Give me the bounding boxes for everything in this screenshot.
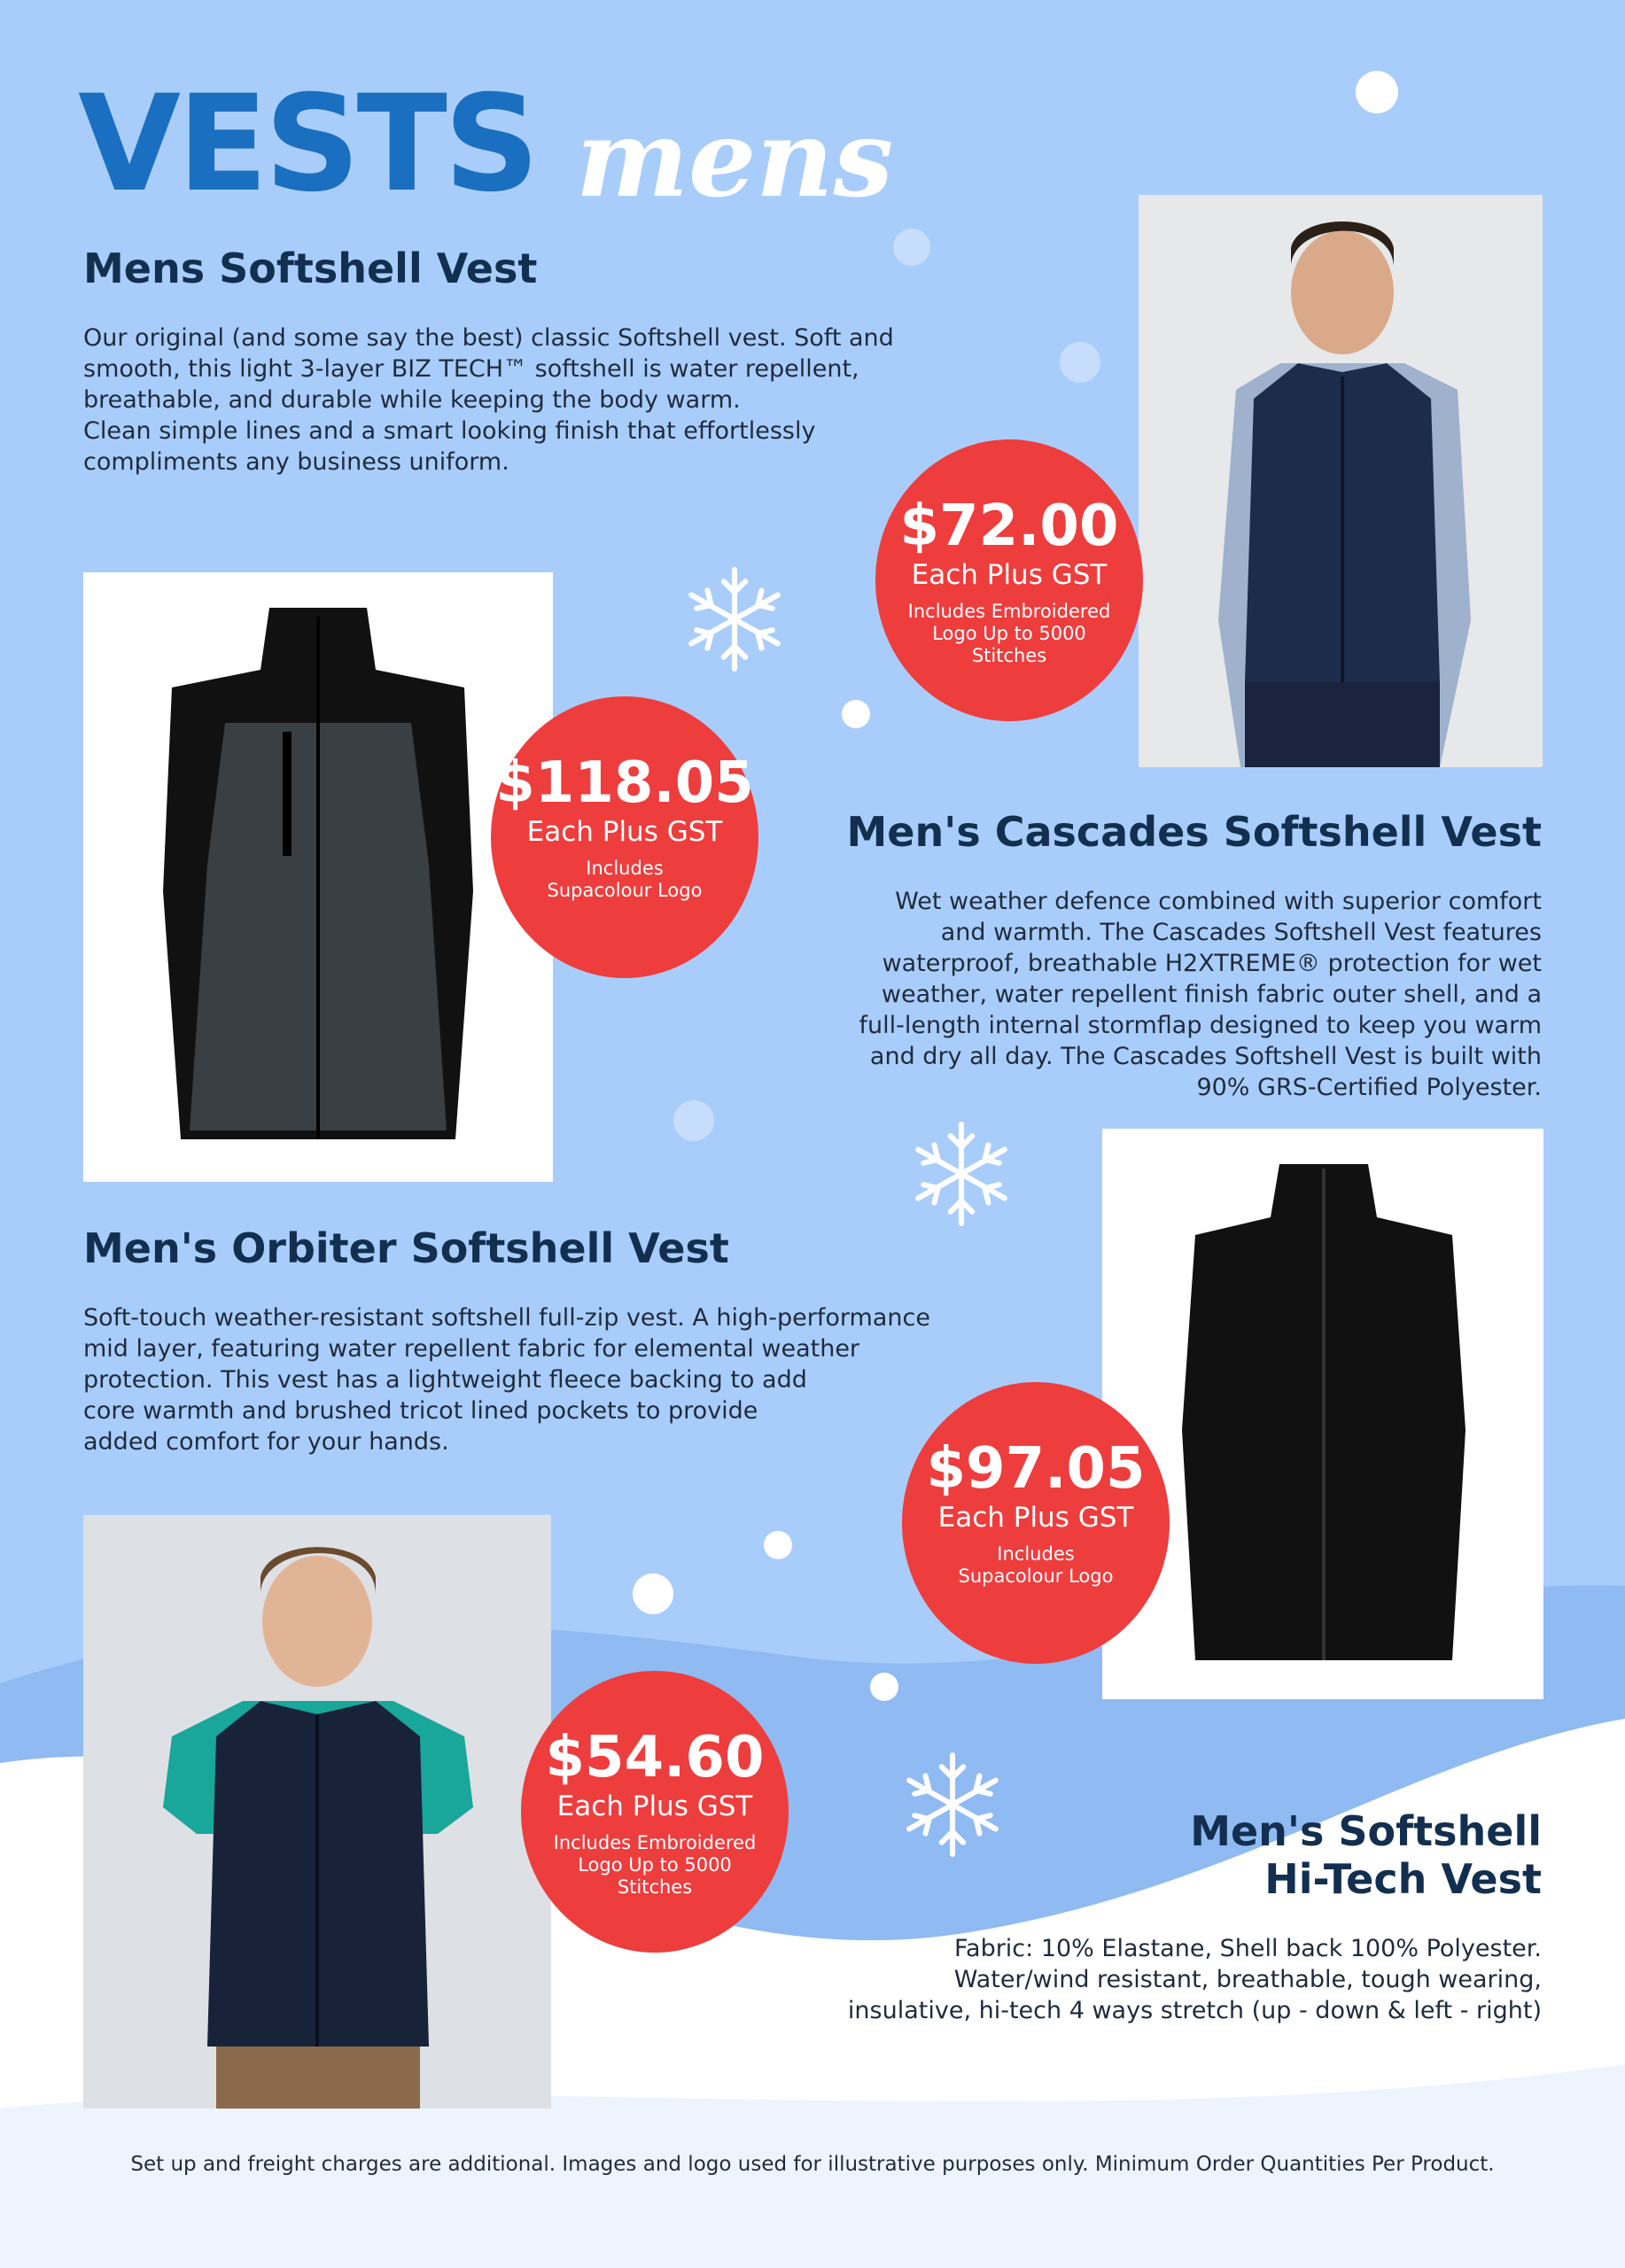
footer-disclaimer: Set up and freight charges are additional. Images and logo used for illustrative purposes only. Minimum Order Quantities Per Product. [130,2153,1495,2176]
price-gst-label: Each Plus GST [526,816,723,848]
product-description: Soft-touch weather-resistant softshell full-zip vest. A high-performance mid layer, featuring water repellent fabric for elemental weather protection. This vest has a lightweight fleece backing to add core warmth and brushed tricot lined pockets to provide added comfort for your hands. [83,1304,930,1456]
snowflake-icon [907,1120,1015,1228]
price-note: Includes Embroidered Logo Up to 5000 Stitches [907,601,1111,666]
product-photo-navy-vest-young-model [83,1515,551,2109]
snow-dot [842,700,870,728]
product-title [921,1807,1542,1903]
snow-dot [673,1100,714,1141]
price-badge [875,439,1143,721]
snow-dot [1356,71,1398,113]
price-value: $72.00 [899,493,1119,559]
product-title-line-1: Men's Softshell [1190,1807,1542,1855]
price-value: $118.05 [495,750,754,816]
snow-dot [870,1673,898,1701]
snow-dot [1060,342,1100,383]
price-badge [521,1671,789,1953]
product-title: Men's Orbiter Softshell Vest [83,1224,729,1272]
person-vest-illustration [83,1515,551,2109]
snow-dot [893,229,930,266]
price-badge [902,1382,1170,1664]
person-vest-illustration [1139,195,1543,767]
snowflake-icon [680,565,789,673]
product-title-line-2: Hi-Tech Vest [1264,1855,1542,1903]
snow-dot [764,1531,792,1559]
product-photo-grey-black-vest [83,572,553,1182]
product-description: Our original (and some say the best) classic Softshell vest. Soft and smooth, this light 3-layer BIZ TECH™ softshell is water repellent, breathable, and durable while keeping the body warm. Clean simple lines and a smart looking finish that effortlessly compliments any business uniform. [83,324,894,476]
product-description: Fabric: 10% Elastane, Shell back 100% Polyester. Water/wind resistant, breathable, tough wearing, insulative, hi-tech 4 ways stretch (up - down & left - right) [847,1935,1542,2024]
page-title: VESTS [78,67,536,221]
price-gst-label: Each Plus GST [911,559,1108,591]
price-note: Includes Embroidered Logo Up to 5000 Stitches [553,1832,757,1898]
product-title: Mens Softshell Vest [83,245,538,292]
price-value: $97.05 [926,1436,1146,1502]
product-description: Wet weather defence combined with superior comfort and warmth. The Cascades Softshell Vest features waterproof, breathable H2XTREME® protection for wet weather, water repellent finish fabric outer shell, and a full-length internal stormflap designed to keep you warm and dry all day. The Cascades Softshell Vest is built with 90% GRS-Certified Polyester. [859,888,1542,1101]
price-value: $54.60 [545,1725,765,1790]
snow-dot [633,1573,673,1614]
price-note: Includes Supacolour Logo [547,858,703,901]
price-gst-label: Each Plus GST [937,1502,1134,1534]
page-subtitle: mens [576,97,894,221]
product-title: Men's Cascades Softshell Vest [846,808,1542,856]
product-photo-navy-vest-model [1139,195,1543,767]
vest-illustration [83,572,553,1182]
price-gst-label: Each Plus GST [556,1790,753,1822]
price-note: Includes Supacolour Logo [958,1543,1114,1587]
